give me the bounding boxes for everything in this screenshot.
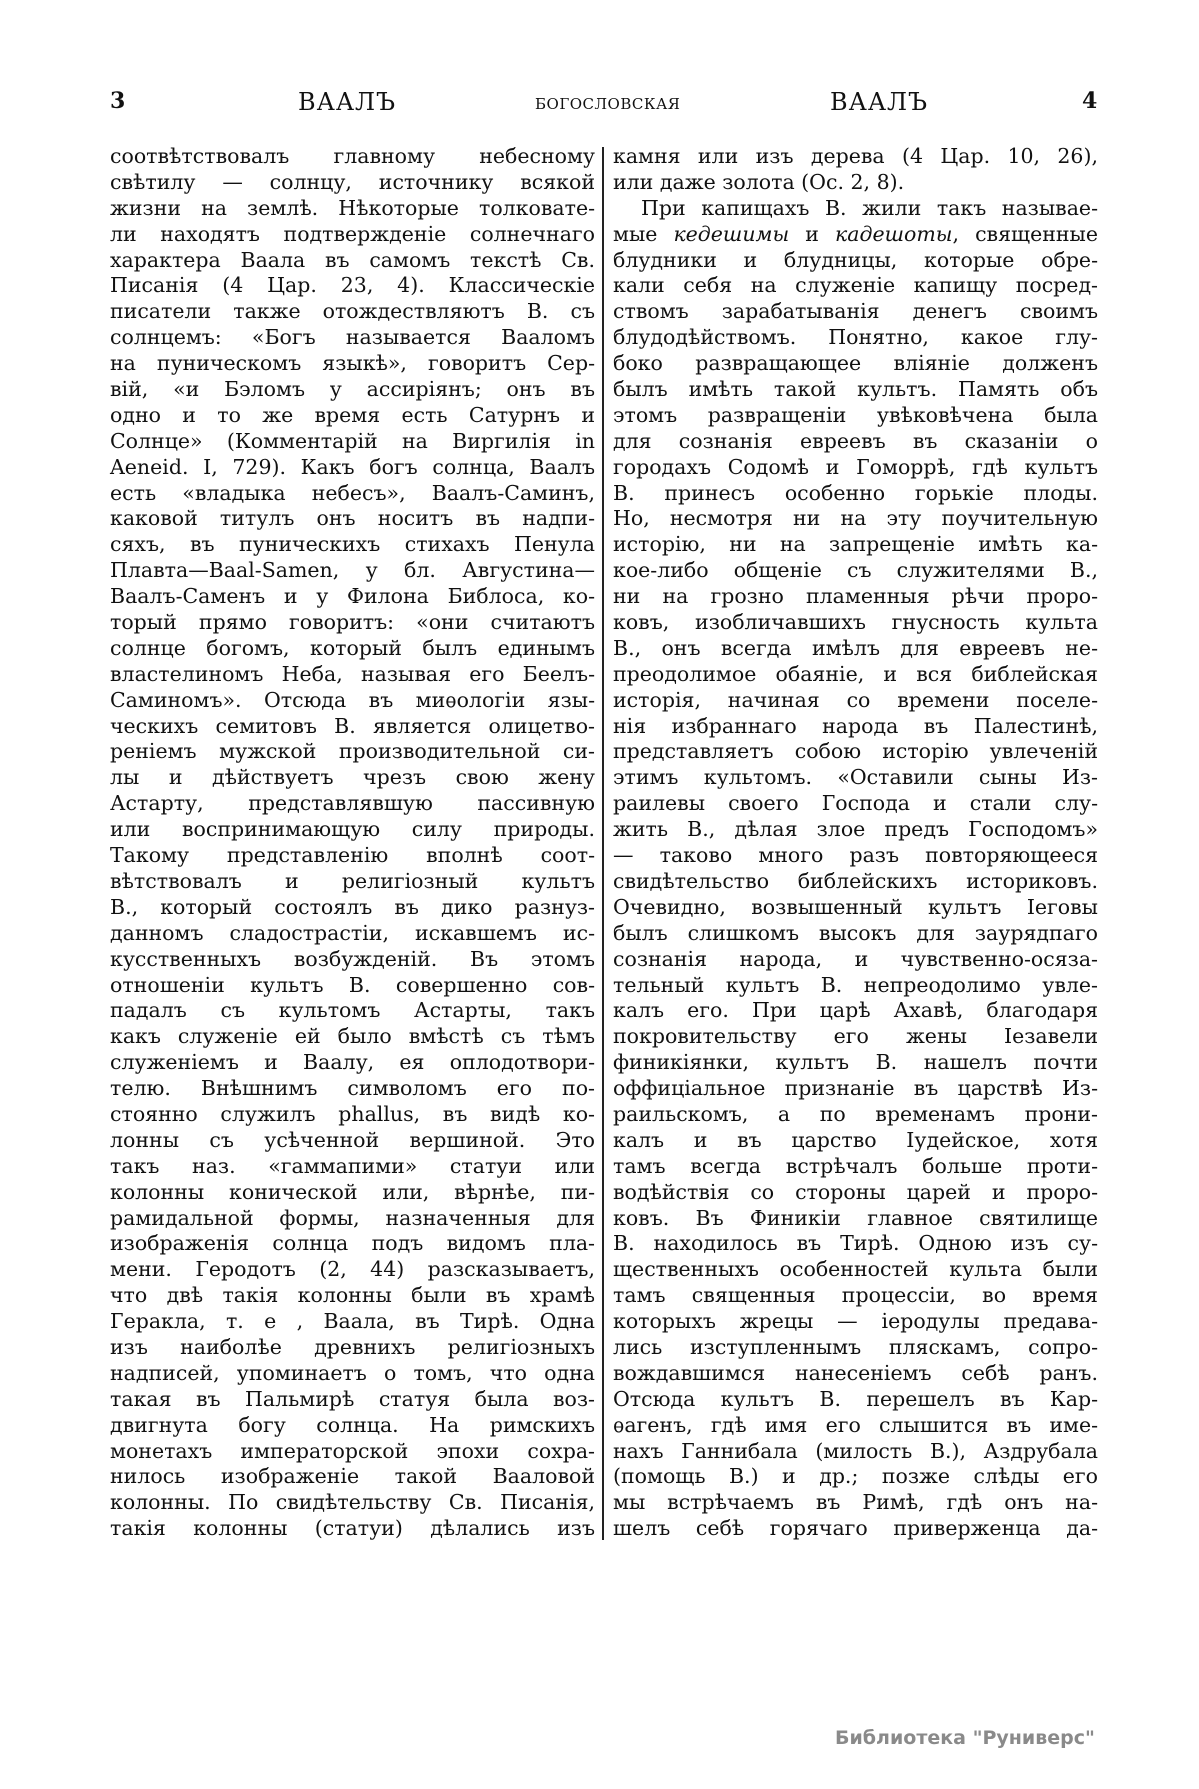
text-line: кусственныхъ возбужденій. Въ этомъ (110, 946, 595, 971)
text-line: Ваалъ-Саменъ и у Филона Библоса, ко- (110, 584, 595, 609)
text-line: оффиціальное признаніе въ царствѣ Из- (613, 1076, 1098, 1101)
text-line: этомъ развращеніи увѣковѣчена была (613, 402, 1098, 427)
text-line: При капищахъ В. жили такъ называе- (641, 195, 1098, 220)
text-line: Астарту, представлявшую пассивную (110, 791, 595, 816)
page-number-right: 4 (1082, 88, 1098, 114)
text-line: преодолимое обаяніе, и вся библейская (613, 661, 1098, 686)
text-line: жить В., дѣлая злое предъ Господомъ» (613, 817, 1098, 842)
text-line: какъ служеніе ей было вмѣстѣ съ тѣмъ (110, 1024, 595, 1049)
text-line: властелиномъ Неба, называя его Беелъ- (110, 661, 595, 686)
text-line: ни на грозно пламенныя рѣчи проро- (613, 584, 1098, 609)
text-line: Писанія (4 Цар. 23, 4). Классическіе (110, 273, 595, 298)
text-line: тельный культъ В. непреодолимо увле- (613, 972, 1098, 997)
running-title-right: ВААЛЪ (830, 88, 929, 116)
text-line: водѣйствія со стороны царей и проро- (613, 1179, 1098, 1204)
text-line: надписей, упоминаетъ о томъ, что одна (110, 1360, 595, 1385)
text-line: солнце богомъ, который былъ единымъ (110, 635, 595, 660)
text-line: данномъ сладострастіи, искавшемъ ис- (110, 920, 595, 945)
text-line: стоянно служилъ phallus, въ видѣ ко- (110, 1101, 595, 1126)
text-line: каковой титулъ онъ носитъ въ надпи- (110, 506, 595, 531)
text-line: исторія, начиная со времени поселе- (613, 687, 1098, 712)
text-line: нахъ Ганнибала (милость В.), Аздрубала (613, 1438, 1098, 1463)
text-line: ческихъ семитовъ В. является олицетво- (110, 713, 595, 738)
column-divider (602, 147, 604, 1540)
text-line: ствомъ зарабатыванія денегъ своимъ (613, 299, 1098, 324)
text-line: характера Ваала въ самомъ текстѣ Св. (110, 247, 595, 272)
text-line: тамъ всегда встрѣчалъ больше проти- (613, 1153, 1098, 1178)
text-line: В. принесъ особенно горькіе плоды. (613, 480, 1098, 505)
text-line: В., который состоялъ въ дико разнуз- (110, 894, 595, 919)
italic-term: кедешимы (673, 221, 790, 246)
text-segment: мые (613, 221, 674, 246)
right-column (613, 144, 1098, 1542)
text-line (613, 222, 1098, 248)
text-line: колонны. По свидѣтельству Св. Писанія, (110, 1490, 595, 1515)
text-line: солнцемъ: «Богъ называется Вааломъ (110, 325, 595, 350)
text-line: камня или изъ дерева (4 Цар. 10, 26), (613, 144, 1098, 168)
text-line: В., онъ всегда имѣлъ для евреевъ не- (613, 635, 1098, 660)
text-line: нилось изображеніе такой Вааловой (110, 1464, 595, 1489)
text-line: боко развращающее вліяніе долженъ (613, 351, 1098, 376)
text-line: вѣтствовалъ и религіозный культъ (110, 868, 595, 893)
text-line: жизни на землѣ. Нѣкоторые толковате- (110, 195, 595, 220)
text-line: сяхъ, въ пуническихъ стихахъ Пенула (110, 532, 595, 557)
library-watermark: Библиотека "Руниверс" (835, 1727, 1095, 1749)
left-column (110, 144, 595, 1542)
text-line: Геракла, т. е , Ваала, въ Тирѣ. Одна (110, 1309, 595, 1334)
text-line: Но, несмотря ни на эту поучительную (613, 506, 1098, 531)
text-line: ѳагенъ, гдѣ имя его слышится въ име- (613, 1412, 1098, 1437)
text-line: раильскомъ, а по временамъ прони- (613, 1101, 1098, 1126)
text-line: раилевы своего Господа и стали слу- (613, 791, 1098, 816)
text-line: Такому представленію вполнѣ соот- (110, 843, 595, 868)
text-segment: и (789, 221, 836, 246)
page-number-left: 3 (110, 88, 126, 114)
text-line: блудодѣйствомъ. Понятно, какое глу- (613, 325, 1098, 350)
text-line: Очевидно, возвышенный культъ Іеговы (613, 894, 1098, 919)
text-line: соотвѣтствовалъ главному небесному (110, 144, 595, 168)
text-line: лонны съ усѣченной вершиной. Это (110, 1127, 595, 1152)
running-title-left: ВААЛЪ (298, 88, 397, 116)
text-line: блудники и блудницы, которые обре- (613, 247, 1098, 272)
text-line: (помощь В.) и др.; позже слѣды его (613, 1464, 1098, 1489)
text-line: — таково много разъ повторяющееся (613, 843, 1098, 868)
running-header-center: БОГОСЛОВСКАЯ (535, 95, 681, 113)
text-line: такія колонны (статуи) дѣлались изъ (110, 1516, 595, 1541)
text-line: или даже золота (Ос. 2, 8). (613, 169, 905, 194)
italic-term: кадешоты (835, 221, 953, 246)
text-line: такая въ Пальмирѣ статуя была воз- (110, 1386, 595, 1411)
text-line: лись изступленнымъ пляскамъ, сопро- (613, 1334, 1098, 1359)
text-line: вій, «и Бэломъ у ассиріянъ; онъ въ (110, 377, 595, 402)
text-line: которыхъ жрецы — іеродулы предава- (613, 1309, 1098, 1334)
text-line: вождавшимся нанесеніемъ себѣ ранъ. (613, 1360, 1098, 1385)
text-line: представляетъ собою исторію увлеченій (613, 739, 1098, 764)
text-line: для сознанія евреевъ въ сказаніи о (613, 428, 1098, 453)
text-line: ли находятъ подтвержденіе солнечнаго (110, 221, 595, 246)
text-line: колонны конической или, вѣрнѣе, пи- (110, 1179, 595, 1204)
text-line: двигнута богу солнца. На римскихъ (110, 1412, 595, 1437)
text-line: покровительству его жены Іезавели (613, 1024, 1098, 1049)
text-line: шелъ себѣ горячаго приверженца да- (613, 1516, 1098, 1541)
text-line: что двѣ такія колонны были въ храмѣ (110, 1283, 595, 1308)
text-line: свидѣтельство библейскихъ историковъ. (613, 868, 1098, 893)
text-line: рамидальной формы, назначенныя для (110, 1205, 595, 1230)
text-line: кое-либо общеніе съ служителями В., (613, 558, 1098, 583)
text-line: свѣтилу — солнцу, источнику всякой (110, 169, 595, 194)
text-line: В. находилось въ Тирѣ. Одною изъ су- (613, 1231, 1098, 1256)
text-line: этимъ культомъ. «Оставили сыны Из- (613, 765, 1098, 790)
text-line: одно и то же время есть Сатурнъ и (110, 402, 595, 427)
text-line: городахъ Содомѣ и Гоморрѣ, гдѣ культъ (613, 454, 1098, 479)
text-line: лы и дѣйствуетъ чрезъ свою жену (110, 765, 595, 790)
text-line: телю. Внѣшнимъ символомъ его по- (110, 1076, 595, 1101)
text-line: служеніемъ и Ваалу, ея оплодотвори- (110, 1050, 595, 1075)
text-line: былъ слишкомъ высокъ для заурядпаго (613, 920, 1098, 945)
text-line: Солнце» (Комментарій на Виргилія in (110, 428, 595, 453)
text-line: финикіянки, культъ В. нашелъ почти (613, 1050, 1098, 1075)
text-line: Саминомъ». Отсюда въ миѳологіи язы- (110, 687, 595, 712)
text-line: былъ имѣть такой культъ. Память объ (613, 377, 1098, 402)
text-line: Отсюда культъ В. перешелъ въ Кар- (613, 1386, 1098, 1411)
text-line: калъ его. При царѣ Ахавѣ, благодаря (613, 998, 1098, 1023)
text-line: изъ наиболѣе древнихъ религіозныхъ (110, 1334, 595, 1359)
text-line: есть «владыка небесъ», Ваалъ-Саминъ, (110, 480, 595, 505)
text-line: отношеніи культъ В. совершенно сов- (110, 972, 595, 997)
text-line: ковъ. Въ Финикіи главное святилище (613, 1205, 1098, 1230)
text-line: мы встрѣчаемъ въ Римѣ, гдѣ онъ на- (613, 1490, 1098, 1515)
text-line: на пуническомъ языкѣ», говоритъ Сер- (110, 351, 595, 376)
text-line: Плавта—Baal-Samen, у бл. Августина— (110, 558, 595, 583)
text-line: писатели также отождествляютъ В. съ (110, 299, 595, 324)
text-line: мени. Геродотъ (2, 44) разсказываетъ, (110, 1257, 595, 1282)
text-segment: , священные (952, 221, 1098, 246)
text-line: торый прямо говоритъ: «они считаютъ (110, 610, 595, 635)
text-line: изображенія солнца подъ видомъ пла- (110, 1231, 595, 1256)
text-line: реніемъ мужской производительной си- (110, 739, 595, 764)
text-line: или воспринимающую силу природы. (110, 817, 595, 842)
text-line: сознанія народа, и чувственно-осяза- (613, 946, 1098, 971)
text-line: нія избраннаго народа въ Палестинѣ, (613, 713, 1098, 738)
text-line: падалъ съ культомъ Астарты, такъ (110, 998, 595, 1023)
text-line: щественныхъ особенностей культа были (613, 1257, 1098, 1282)
text-line: кали себя на служеніе капищу посред- (613, 273, 1098, 298)
text-line: калъ и въ царство Іудейское, хотя (613, 1127, 1098, 1152)
text-line: Aeneid. I, 729). Какъ богъ солнца, Ваалъ (110, 454, 595, 479)
text-line: ковъ, изобличавшихъ гнусность культа (613, 610, 1098, 635)
text-line: монетахъ императорской эпохи сохра- (110, 1438, 595, 1463)
text-line: исторію, ни на запрещеніе имѣть ка- (613, 532, 1098, 557)
text-line: такъ наз. «гаммапими» статуи или (110, 1153, 595, 1178)
text-line: тамъ священныя процессіи, во время (613, 1283, 1098, 1308)
